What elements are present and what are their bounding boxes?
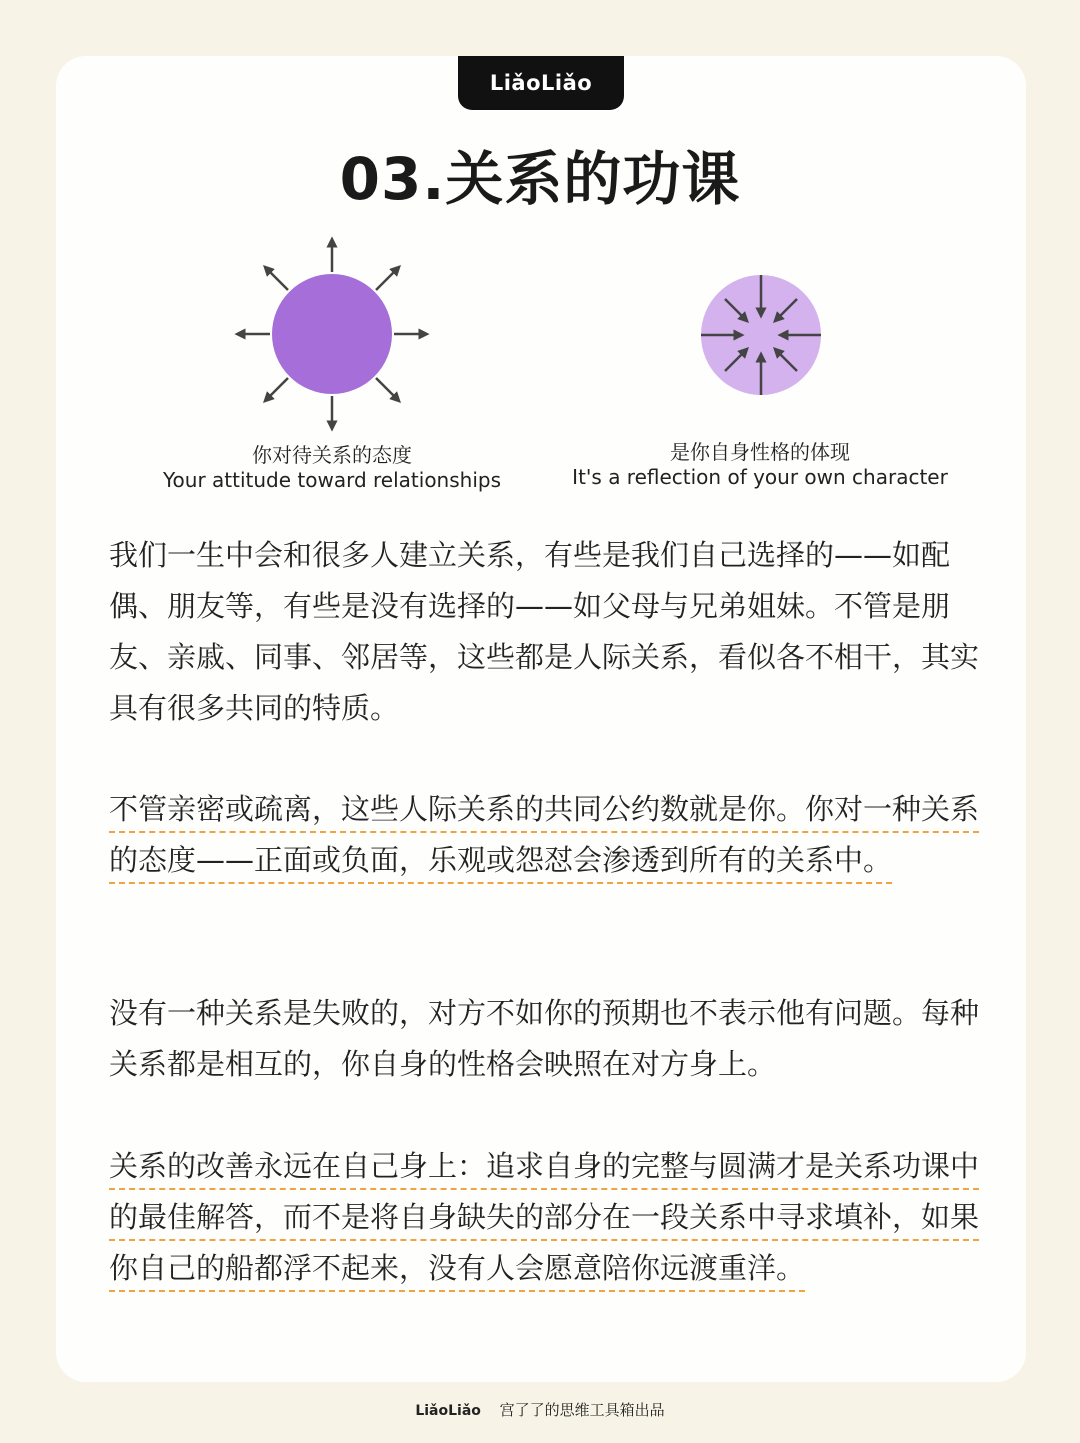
inward-arrows-figure xyxy=(698,272,824,398)
brand-logo: LiǎoLiǎo xyxy=(458,56,624,110)
page-title: 03.关系的功课 xyxy=(339,145,741,213)
paragraph-4-highlight xyxy=(109,1141,979,1294)
footer xyxy=(0,1399,1080,1420)
outward-arrows-figure xyxy=(232,234,432,434)
figure-caption-right xyxy=(555,440,965,490)
paragraph-1: 我们一生中会和很多人建立关系，有些是我们自己选择的——如配偶、朋友等，有些是没有选择的——如父母与兄弟姐妹。不管是朋友、亲戚、同事、邻居等，这些都是人际关系，看似各不相干，其实具有很多共同的特质。 xyxy=(109,538,980,725)
figure-caption-left xyxy=(132,443,532,493)
caption-en: It's a reflection of your own character xyxy=(572,465,948,489)
caption-cn: 你对待关系的态度 xyxy=(252,443,412,467)
caption-en: Your attitude toward relationships xyxy=(162,468,502,492)
sun-circle xyxy=(272,274,392,394)
paragraph-2-highlight xyxy=(109,784,979,886)
footer-logo: LiǎoLiǎo xyxy=(415,1403,481,1419)
footer-text: 宫了了的思维工具箱出品 xyxy=(499,1401,665,1419)
highlight-text: 关系的改善永远在自己身上：追求自身的完整与圆满才是关系功课中的最佳解答，而不是将自身缺失的部分在一段关系中寻求填补，如果你自己的船都浮不起来，没有人会愿意陪你远渡重洋。 xyxy=(109,1149,980,1285)
paragraph-3: 没有一种关系是失败的，对方不如你的预期也不表示他有问题。每种关系都是相互的，你自身的性格会映照在对方身上。 xyxy=(109,996,980,1081)
caption-cn: 是你自身性格的体现 xyxy=(670,440,850,464)
highlight-text: 不管亲密或疏离，这些人际关系的共同公约数就是你。你对一种关系的态度——正面或负面，乐观或怨怼会渗透到所有的关系中。 xyxy=(109,792,980,877)
